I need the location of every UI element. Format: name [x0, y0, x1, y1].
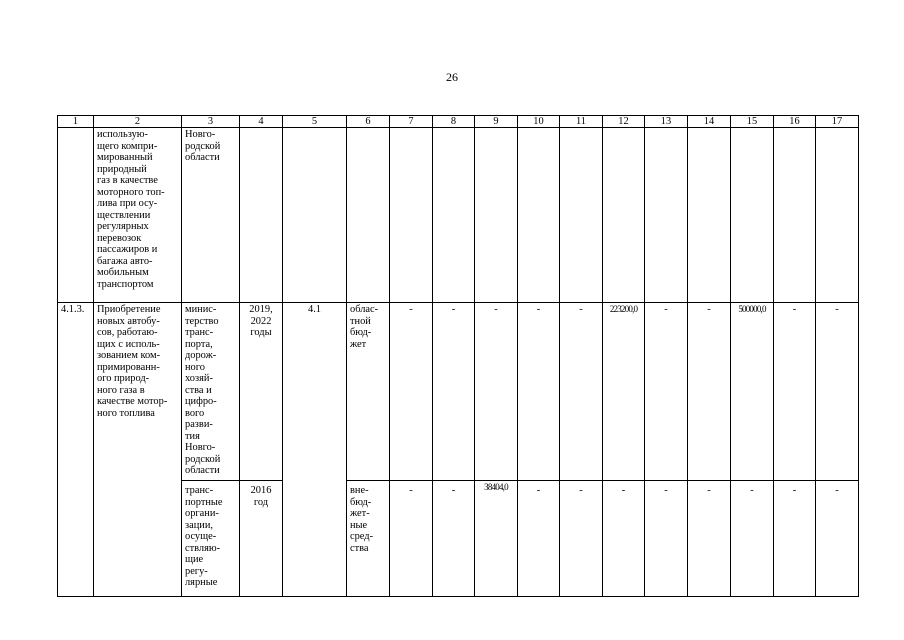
program-measures-table	[57, 115, 859, 597]
value-cell: -	[816, 481, 859, 597]
column-number: 6	[347, 116, 390, 128]
value-cell: -	[688, 303, 731, 481]
empty-cell	[390, 128, 433, 303]
column-number: 13	[645, 116, 688, 128]
funding-source: вне- бюд- жет- ные сред- ства	[347, 481, 390, 597]
column-number: 10	[518, 116, 560, 128]
executor-continued: Новго- родской области	[182, 128, 240, 303]
empty-cell	[347, 128, 390, 303]
value-cell: -	[688, 481, 731, 597]
target-indicator: 4.1	[283, 303, 347, 597]
value-cell: -	[475, 303, 518, 481]
empty-cell	[518, 128, 560, 303]
measure-name: Приобретение новых автобу- сов, работаю- щих с исполь- зованием ком- примированн- ого природ- ного газа в качестве мотор- ного топлива	[94, 303, 182, 597]
column-number: 17	[816, 116, 859, 128]
value-cell: -	[645, 303, 688, 481]
empty-cell	[774, 128, 816, 303]
executor: транс- портные органи- зации, осуще- ствляю- щие регу- лярные	[182, 481, 240, 597]
value-cell: 38404,0	[475, 481, 518, 597]
empty-cell	[560, 128, 603, 303]
column-number: 4	[240, 116, 283, 128]
empty-cell	[283, 128, 347, 303]
column-number: 12	[603, 116, 645, 128]
value-cell: -	[774, 303, 816, 481]
empty-cell	[816, 128, 859, 303]
empty-cell	[731, 128, 774, 303]
value-cell: -	[645, 481, 688, 597]
table-row-4-1-3-regional-budget	[58, 303, 859, 481]
value-cell: -	[518, 481, 560, 597]
implementation-term: 2019, 2022 годы	[240, 303, 283, 481]
value-cell: -	[731, 481, 774, 597]
value-cell: -	[390, 481, 433, 597]
empty-cell	[645, 128, 688, 303]
column-number: 15	[731, 116, 774, 128]
column-number: 9	[475, 116, 518, 128]
value-cell: -	[560, 303, 603, 481]
table-row-continued	[58, 128, 859, 303]
empty-cell	[58, 128, 94, 303]
value-cell: -	[518, 303, 560, 481]
empty-cell	[688, 128, 731, 303]
column-number: 8	[433, 116, 475, 128]
value-cell: -	[816, 303, 859, 481]
column-number: 11	[560, 116, 603, 128]
empty-cell	[603, 128, 645, 303]
value-cell: 500000,0	[731, 303, 774, 481]
column-number: 14	[688, 116, 731, 128]
executor: минис- терство транс- порта, дорож- ного хозяй- ства и цифро- вого разви- тия Новго- родской области	[182, 303, 240, 481]
measure-name-continued: использую- щего компри- мированный природный газ в качестве моторного топ- лива при осу- ществлении регулярных перевозок пассажиров и багажа авто- мобильным транспортом	[94, 128, 182, 303]
value-cell: -	[603, 481, 645, 597]
value-cell: -	[433, 481, 475, 597]
empty-cell	[475, 128, 518, 303]
column-number-row	[58, 116, 859, 128]
column-number: 16	[774, 116, 816, 128]
column-number: 1	[58, 116, 94, 128]
column-number: 7	[390, 116, 433, 128]
column-number: 2	[94, 116, 182, 128]
empty-cell	[433, 128, 475, 303]
column-number: 3	[182, 116, 240, 128]
column-number: 5	[283, 116, 347, 128]
value-cell: -	[433, 303, 475, 481]
implementation-term: 2016 год	[240, 481, 283, 597]
funding-source: облас- тной бюд- жет	[347, 303, 390, 481]
value-cell: 223200,0	[603, 303, 645, 481]
page-number: 26	[446, 70, 458, 84]
value-cell: -	[560, 481, 603, 597]
value-cell: -	[774, 481, 816, 597]
empty-cell	[240, 128, 283, 303]
value-cell: -	[390, 303, 433, 481]
measure-code: 4.1.3.	[58, 303, 94, 597]
